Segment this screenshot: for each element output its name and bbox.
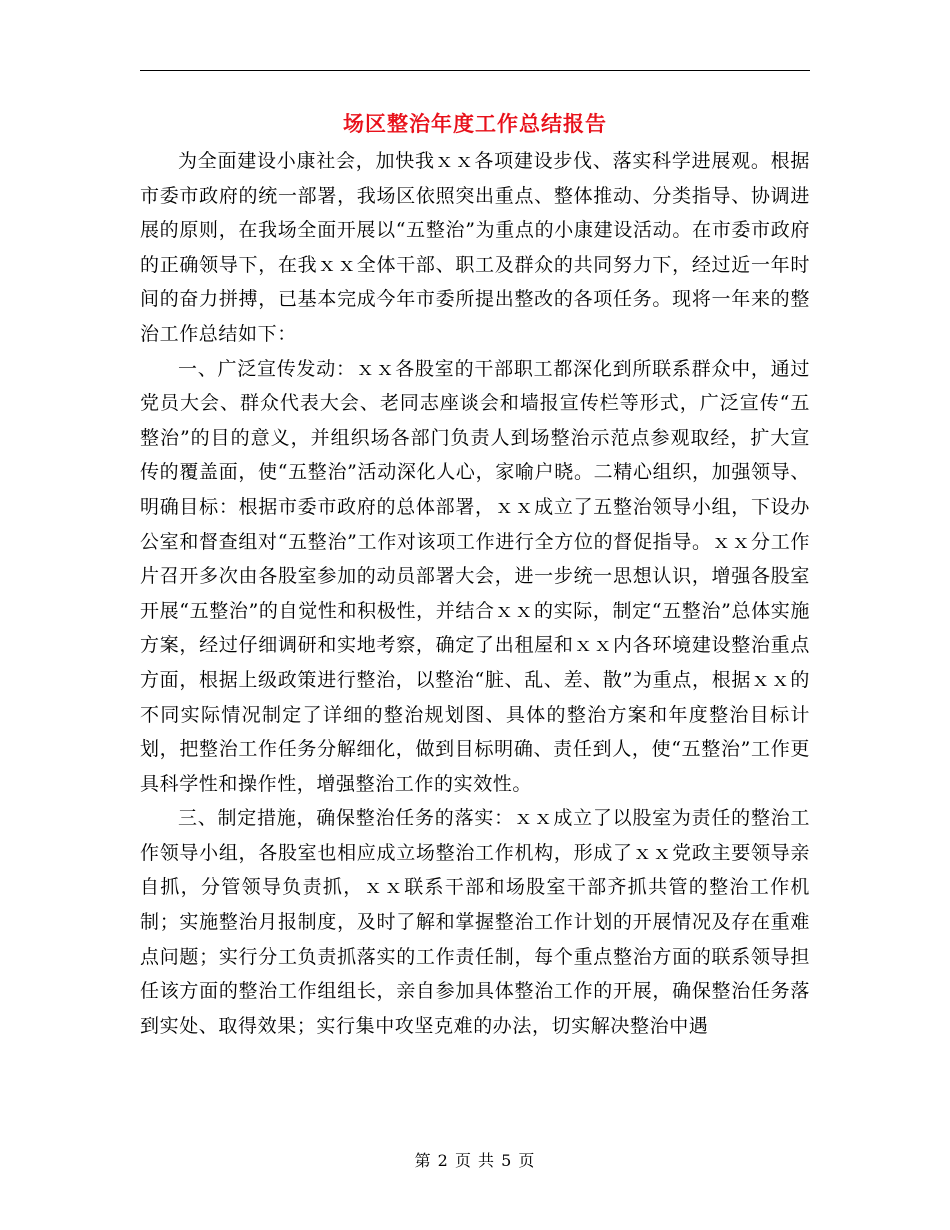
paragraph-measures: 三、制定措施，确保整治任务的落实：ｘｘ成立了以股室为责任的整治工作领导小组，各股室也相应成立场整治工作机构，形成了ｘｘ党政主要领导亲自抓，分管领导负责抓，ｘｘ联系干部和场股室干部齐抓共管的整治工作机制；实施整治月报制度，及时了解和掌握整治工作计划的开展情况及存在重难点问题；实行分工负责抓落实的工作责任制，每个重点整治方面的联系领导担任该方面的整治工作组组长，亲自参加具体整治工作的开展，确保整治任务落到实处、取得效果；实行集中攻坚克难的办法，切实解决整治中遇 [140, 807, 810, 1037]
document-body [140, 144, 810, 1043]
header-rule [140, 70, 810, 71]
document-title: 场区整治年度工作总结报告 [343, 111, 607, 136]
page-footer: 第 2 页 共 5 页 [414, 1151, 536, 1170]
paragraph-intro: 为全面建设小康社会，加快我ｘｘ各项建设步伐、落实科学进展观。根据市委市政府的统一部署，我场区依照突出重点、整体推动、分类指导、协调进展的原则，在我场全面开展以“五整治”为重点的小康建设活动。在市委市政府的正确领导下，在我ｘｘ全体干部、职工及群众的共同努力下，经过近一年时间的奋力拼搏，已基本完成今年市委所提出整改的各项任务。现将一年来的整治工作总结如下： [140, 150, 810, 345]
paragraph-publicity: 一、广泛宣传发动：ｘｘ各股室的干部职工都深化到所联系群众中，通过党员大会、群众代表大会、老同志座谈会和墙报宣传栏等形式，广泛宣传“五整治”的目的意义，并组织场各部门负责人到场整治示范点参观取经，扩大宣传的覆盖面，使“五整治”活动深化人心，家喻户晓。二精心组织，加强领导、明确目标：根据市委市政府的总体部署，ｘｘ成立了五整治领导小组，下设办公室和督查组对“五整治”工作对该项工作进行全方位的督促指导。ｘｘ分工作片召开多次由各股室参加的动员部署大会，进一步统一思想认识，增强各股室开展“五整治”的自觉性和积极性，并结合ｘｘ的实际，制定“五整治”总体实施方案，经过仔细调研和实地考察，确定了出租屋和ｘｘ内各环境建设整治重点方面，根据上级政策进行整治，以整治“脏、乱、差、散”为重点，根据ｘｘ的不同实际情况制定了详细的整治规划图、具体的整治方案和年度整治目标计划，把整治工作任务分解细化，做到目标明确、责任到人，使“五整治”工作更具科学性和操作性，增强整治工作的实效性。 [140, 357, 810, 795]
